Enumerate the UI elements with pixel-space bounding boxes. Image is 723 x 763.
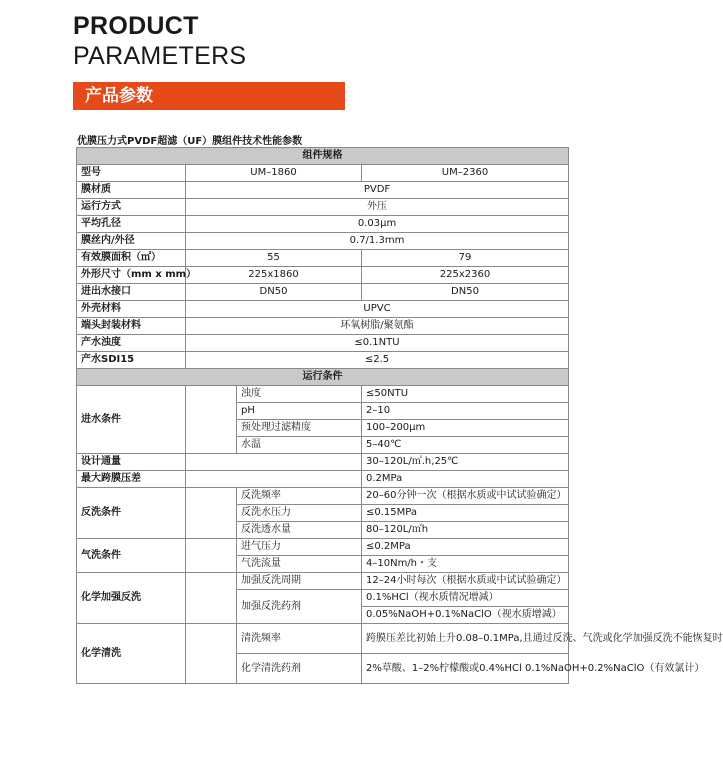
row-label: 产水浊度 xyxy=(77,335,186,352)
param-value: 跨膜压差比初始上升0.08–0.1MPa,且通过反洗、气洗或化学加强反洗不能恢复时 xyxy=(362,624,569,654)
table-row xyxy=(77,182,569,199)
title-parameters: PARAMETERS xyxy=(73,42,247,70)
table-row xyxy=(77,386,569,403)
param-value: 2–10 xyxy=(362,403,569,420)
param-name: 反洗频率 xyxy=(237,488,362,505)
cell-um2360: UM–2360 xyxy=(362,165,569,182)
param-value: 5–40℃ xyxy=(362,437,569,454)
param-value: 2%草酸、1–2%柠檬酸或0.4%HCl 0.1%NaOH+0.2%NaClO（有效氯计） xyxy=(362,654,569,684)
row-label: 最大跨膜压差 xyxy=(77,471,186,488)
cell-value: UPVC xyxy=(186,301,569,318)
empty-cell xyxy=(186,488,237,539)
empty-cell xyxy=(186,454,362,471)
group-label-inlet: 进水条件 xyxy=(77,386,186,454)
param-value: 100–200μm xyxy=(362,420,569,437)
cell-um2360: DN50 xyxy=(362,284,569,301)
cell-value: 0.03μm xyxy=(186,216,569,233)
param-name: 水温 xyxy=(237,437,362,454)
group-label-backwash: 反洗条件 xyxy=(77,488,186,539)
cell-value: ≤0.1NTU xyxy=(186,335,569,352)
group-label-cip: 化学清洗 xyxy=(77,624,186,684)
row-label: 平均孔径 xyxy=(77,216,186,233)
param-name: 进气压力 xyxy=(237,539,362,556)
cell-value: 0.7/1.3mm xyxy=(186,233,569,250)
table-row xyxy=(77,539,569,556)
param-name: 化学清洗药剂 xyxy=(237,654,362,684)
param-value: 30–120L/㎡.h,25℃ xyxy=(362,454,569,471)
param-value: ≤0.2MPa xyxy=(362,539,569,556)
row-label: 膜丝内/外径 xyxy=(77,233,186,250)
row-label: 进出水接口 xyxy=(77,284,186,301)
param-name: 加强反洗药剂 xyxy=(237,590,362,624)
row-label: 外壳材料 xyxy=(77,301,186,318)
param-value: 4–10Nm/h・支 xyxy=(362,556,569,573)
table-row xyxy=(77,318,569,335)
table-row xyxy=(77,267,569,284)
param-value: 0.1%HCl（视水质情况增减） xyxy=(362,590,569,607)
table-row xyxy=(77,488,569,505)
cell-value: ≤2.5 xyxy=(186,352,569,369)
empty-cell xyxy=(186,386,237,454)
cell-um1860: 55 xyxy=(186,250,362,267)
param-value: 0.05%NaOH+0.1%NaClO（视水质增减） xyxy=(362,607,569,624)
row-label: 设计通量 xyxy=(77,454,186,471)
table-title: 优膜压力式PVDF超滤（UF）膜组件技术性能参数 xyxy=(77,136,303,147)
cell-um1860: UM–1860 xyxy=(186,165,362,182)
param-name: 清洗频率 xyxy=(237,624,362,654)
row-label: 端头封装材料 xyxy=(77,318,186,335)
section-banner: 产品参数 xyxy=(73,82,345,110)
empty-cell xyxy=(186,471,362,488)
title-product: PRODUCT xyxy=(73,12,199,40)
param-name: 气洗流量 xyxy=(237,556,362,573)
group-label-airwash: 气洗条件 xyxy=(77,539,186,573)
table-row xyxy=(77,233,569,250)
param-name: 加强反洗周期 xyxy=(237,573,362,590)
param-value: 0.2MPa xyxy=(362,471,569,488)
table-row xyxy=(77,624,569,654)
param-value: ≤0.15MPa xyxy=(362,505,569,522)
table-row xyxy=(77,165,569,182)
section-header-operation: 运行条件 xyxy=(77,369,569,386)
row-label: 产水SDI15 xyxy=(77,352,186,369)
section-header-spec: 组件规格 xyxy=(77,148,569,165)
param-name: 浊度 xyxy=(237,386,362,403)
param-name: 反洗透水量 xyxy=(237,522,362,539)
param-value: 20–60分钟一次（根据水质或中试试验确定） xyxy=(362,488,569,505)
cell-um2360: 79 xyxy=(362,250,569,267)
row-label: 膜材质 xyxy=(77,182,186,199)
cell-value: PVDF xyxy=(186,182,569,199)
cell-um1860: DN50 xyxy=(186,284,362,301)
cell-um1860: 225x1860 xyxy=(186,267,362,284)
row-label: 运行方式 xyxy=(77,199,186,216)
cell-value: 环氧树脂/聚氨酯 xyxy=(186,318,569,335)
table-row xyxy=(77,471,569,488)
param-name: 反洗水压力 xyxy=(237,505,362,522)
row-label: 有效膜面积（㎡） xyxy=(77,250,186,267)
cell-um2360: 225x2360 xyxy=(362,267,569,284)
table-row xyxy=(77,573,569,590)
row-label: 型号 xyxy=(77,165,186,182)
param-name: pH xyxy=(237,403,362,420)
empty-cell xyxy=(186,573,237,624)
parameters-table xyxy=(76,147,723,684)
table-row xyxy=(77,301,569,318)
row-label: 外形尺寸（mm x mm） xyxy=(77,267,186,284)
param-name: 预处理过滤精度 xyxy=(237,420,362,437)
table-row xyxy=(77,199,569,216)
param-value: ≤50NTU xyxy=(362,386,569,403)
table-row xyxy=(77,335,569,352)
table-row xyxy=(77,454,569,471)
group-label-ceb: 化学加强反洗 xyxy=(77,573,186,624)
table-row xyxy=(77,216,569,233)
cell-value: 外压 xyxy=(186,199,569,216)
empty-cell xyxy=(186,624,237,684)
param-value: 80–120L/㎡h xyxy=(362,522,569,539)
param-value: 12–24小时每次（根据水质或中试试验确定） xyxy=(362,573,569,590)
empty-cell xyxy=(186,539,237,573)
table-row xyxy=(77,250,569,267)
table-row xyxy=(77,284,569,301)
table-row xyxy=(77,352,569,369)
